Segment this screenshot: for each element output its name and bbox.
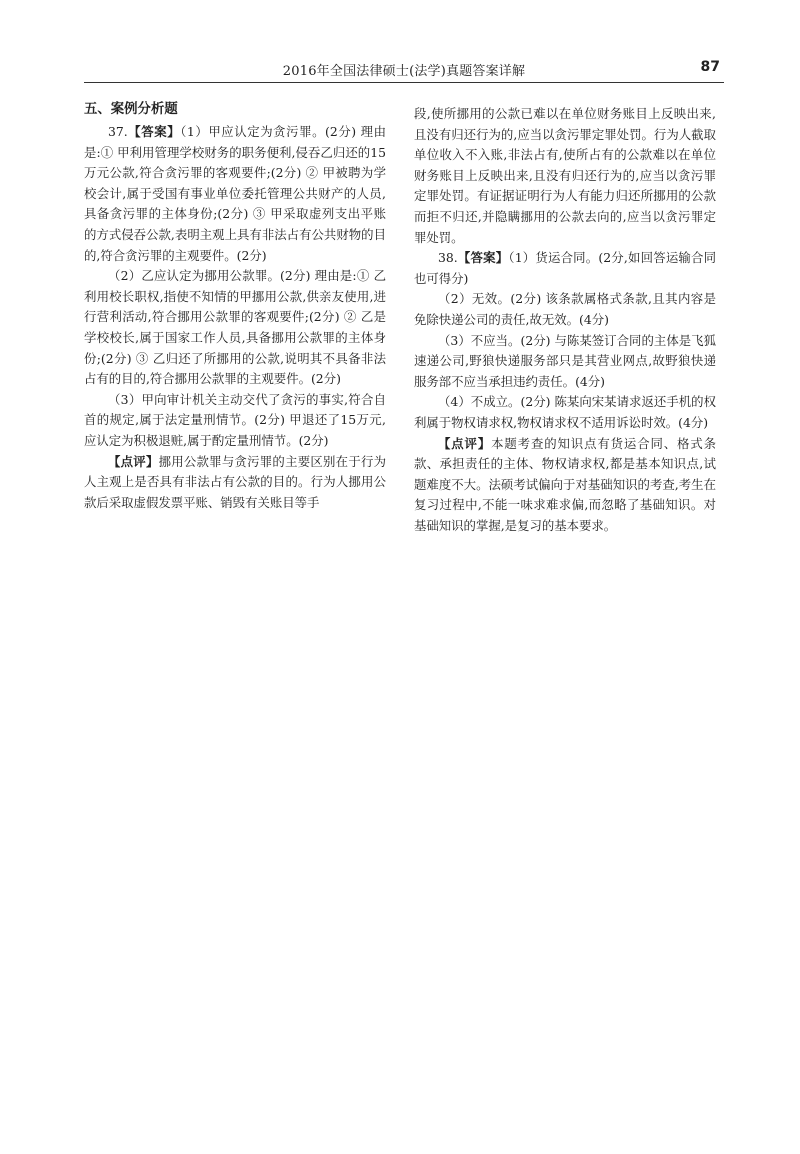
q37-answer-1-text: （1）甲应认定为贪污罪。(2分) 理由是:① 甲利用管理学校财务的职务便利,侵吞乙归还的15万元公款,符合贪污罪的客观要件;(2分) ② 甲被聘为学校会计,属于受国有事业单位委托管理公共财产的人员,具备贪污罪的主体身份;(2分) ③ 甲采取虚列支出平账的方式侵吞公款,表明主观上具有非法占有公共财物的目的,符合贪污罪的主观要件。(2分) (84, 124, 386, 263)
page-number: 87 (700, 59, 720, 75)
q37-answer-1 (84, 122, 386, 266)
right-column (414, 104, 716, 536)
q37-comment-continued: 段,使所挪用的公款已难以在单位财务账目上反映出来,且没有归还行为的,应当以贪污罪定罪处罚。行为人截取单位收入不入账,非法占有,使所占有的公款难以在单位财务账目上反映出来,且没有归还行为的,应当以贪污罪定罪处罚。有证据证明行为人有能力归还所挪用的公款而拒不归还,并隐瞒挪用的公款去向的,应当以贪污罪定罪处罚。 (414, 106, 716, 245)
q38-comment (414, 434, 716, 537)
header-rule (84, 82, 724, 83)
q38-answer-1-text: （1）货运合同。(2分,如回答运输合同也可得分) (414, 250, 717, 286)
q37-comment-text: 挪用公款罪与贪污罪的主要区别在于行为人主观上是否具有非法占有公款的目的。行为人挪用公款后采取虚假发票平账、销毁有关账目等手 (84, 453, 387, 510)
q38-answer-1 (414, 248, 716, 289)
left-column (84, 100, 386, 513)
q37-number: 37. (108, 124, 128, 139)
answer-tag: 【答案】 (457, 250, 509, 266)
q38-answer-4: （4）不成立。(2分) 陈某向宋某请求返还手机的权利属于物权请求权,物权请求权不适用诉讼时效。(4分) (414, 394, 716, 430)
q38-answer-3: （3）不应当。(2分) 与陈某签订合同的主体是飞狐速递公司,野狼快递服务部只是其营业网点,故野狼快递服务部不应当承担违约责任。(4分) (414, 332, 716, 389)
comment-tag: 【点评】 (438, 435, 492, 451)
q38-answer-2: （2）无效。(2分) 该条款属格式条款,且其内容是免除快递公司的责任,故无效。(4分) (414, 291, 716, 327)
answer-tag: 【答案】 (127, 124, 181, 139)
q37-comment (84, 452, 386, 514)
q38-number: 38. (438, 250, 458, 266)
q37-answer-2: （2）乙应认定为挪用公款罪。(2分) 理由是:① 乙利用校长职权,指使不知情的甲挪用公款,供亲友使用,进行营利活动,符合挪用公款罪的客观要件;(2分) ② 乙是学校校长,属于国家工作人员,具备挪用公款罪的主体身份;(2分) ③ 乙归还了所挪用的公款,说明其不具备非法占有的目的,符合挪用公款罪的主观要件。(2分) (84, 268, 386, 387)
comment-tag: 【点评】 (108, 453, 159, 469)
header-title: 2016年全国法律硕士(法学)真题答案详解 (282, 64, 526, 79)
section-title: 五、案例分析题 (84, 102, 178, 117)
q38-comment-text: 本题考查的知识点有货运合同、格式条款、承担责任的主体、物权请求权,都是基本知识点,试题难度不大。法硕考试偏向于对基础知识的考查,考生在复习过程中,不能一味求难求偏,而忽略了基础知识。对基础知识的掌握,是复习的基本要求。 (414, 435, 717, 533)
q37-answer-3: （3）甲向审计机关主动交代了贪污的事实,符合自首的规定,属于法定量刑情节。(2分) 甲退还了15万元,应认定为积极退赃,属于酌定量刑情节。(2分) (84, 391, 386, 448)
running-header (84, 58, 724, 82)
